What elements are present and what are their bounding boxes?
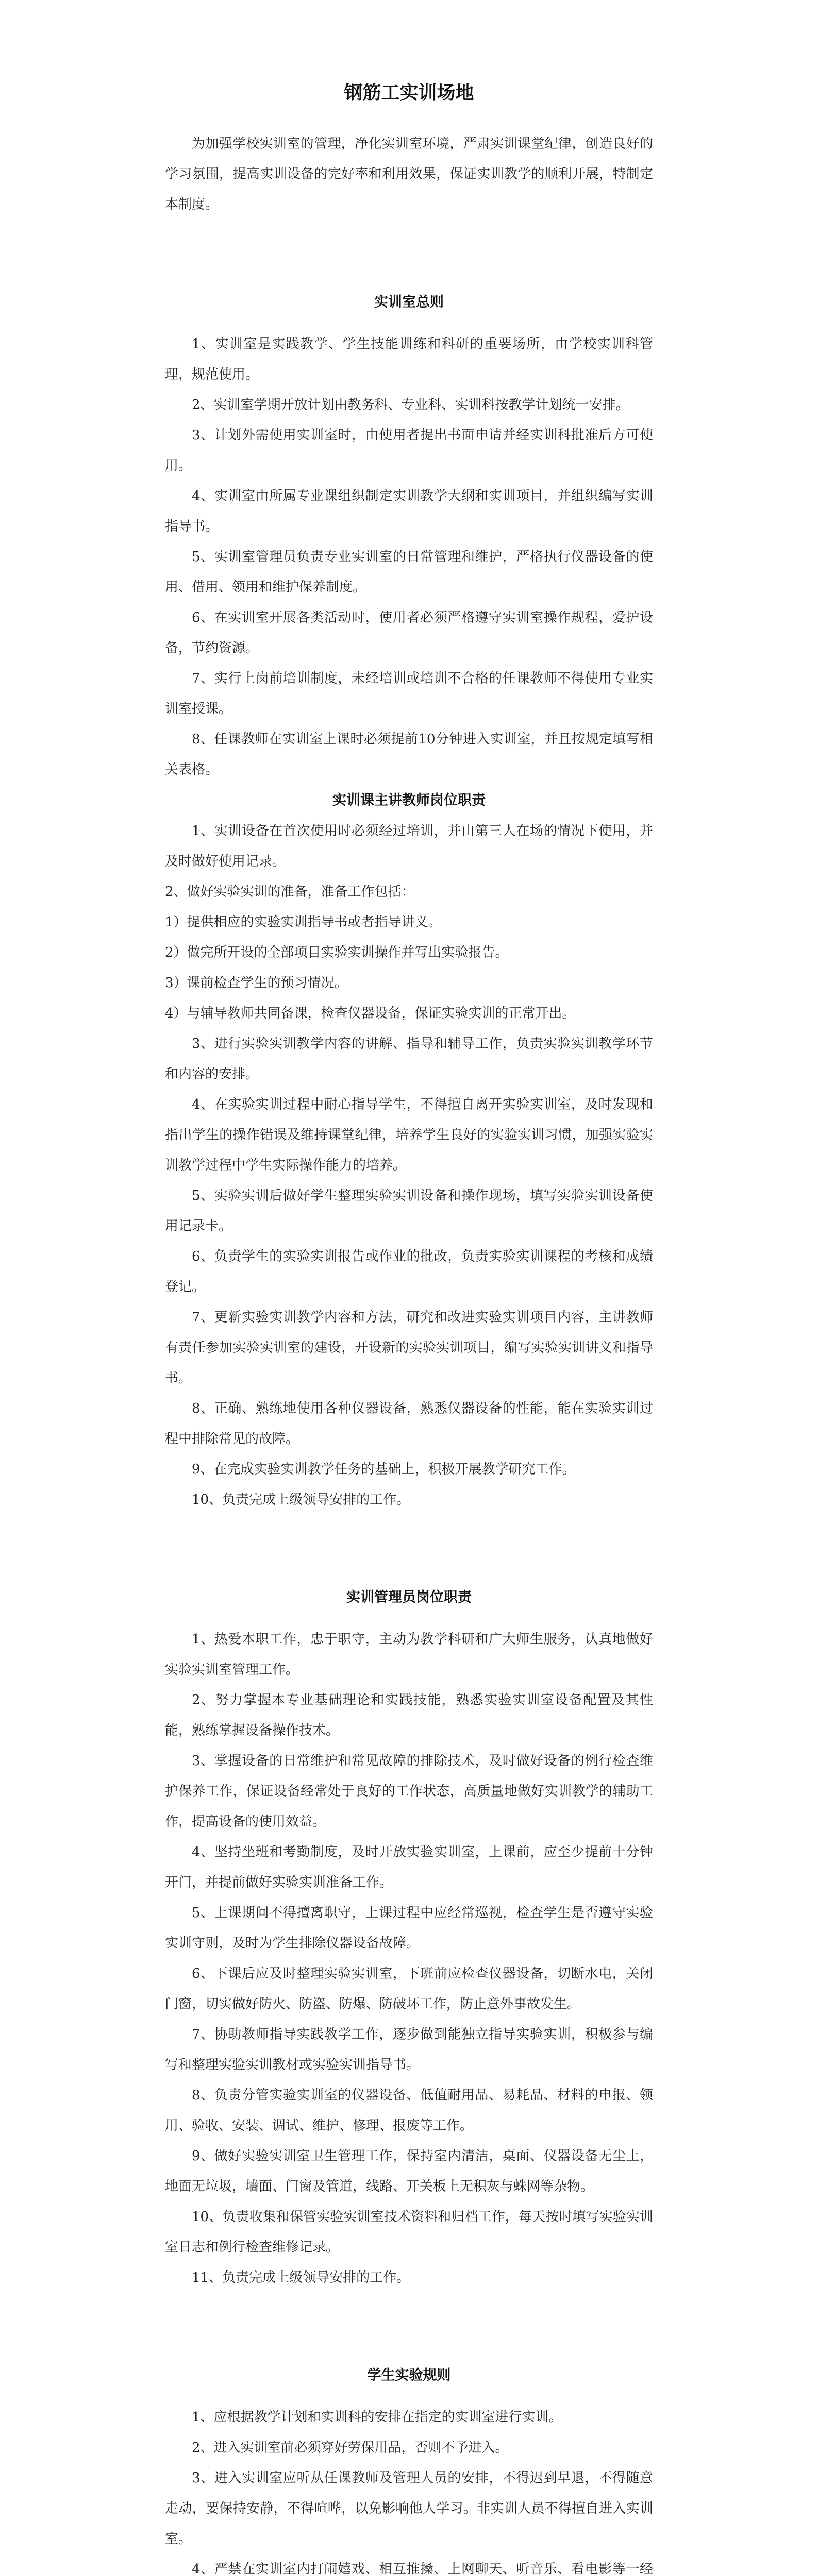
- manager-item: 9、做好实验实训室卫生管理工作，保持室内清洁，桌面、仪器设备无尘土，地面无垃圾，墙面、门窗及管道，线路、开关板上无积灰与蛛网等杂物。: [165, 2148, 653, 2194]
- spacer: [165, 318, 653, 329]
- manager-item: 1、热爱本职工作，忠于职守，主动为教学科研和广大师生服务，认真地做好实验实训室管理工作。: [165, 1632, 653, 1677]
- teacher-item: 1、实训设备在首次使用时必须经过培训，并由第三人在场的情况下使用，并及时做好使用记录。: [165, 823, 653, 869]
- student-item: 1、应根据教学计划和实训科的安排在指定的实训室进行实训。: [192, 2410, 562, 2425]
- general-item: 1、实训室是实践教学、学生技能训练和科研的重要场所，由学校实训科管理，规范使用。: [165, 336, 653, 382]
- teacher-item: 7、更新实验实训教学内容和方法，研究和改进实验实训项目内容，主讲教师有责任参加实验实训室的建设，开设新的实验实训项目，编写实验实训讲义和指导书。: [165, 1310, 653, 1386]
- manager-item: 3、掌握设备的日常维护和常见故障的排除技术，及时做好设备的例行检查维护保养工作，保证设备经常处于良好的工作状态，高质量地做好实训教学的辅助工作，提高设备的使用效益。: [165, 1753, 653, 1829]
- general-item: 4、实训室由所属专业课组织制定实训教学大纲和实训项目，并组织编写实训指导书。: [165, 488, 653, 534]
- spacer: [165, 1515, 653, 1582]
- spacer: [165, 220, 653, 287]
- general-item: 7、实行上岗前培训制度，未经培训或培训不合格的任课教师不得使用专业实训室授课。: [165, 671, 653, 717]
- teacher-subitem: 1）提供相应的实验实训指导书或者指导讲义。: [165, 914, 442, 930]
- teacher-subitem: 2）做完所开设的全部项目实验实训操作并写出实验报告。: [165, 945, 509, 960]
- spacer: [165, 2293, 653, 2360]
- teacher-item: 5、实验实训后做好学生整理实验实训设备和操作现场，填写实验实训设备使用记录卡。: [165, 1188, 653, 1234]
- teacher-item: 3、进行实验实训教学内容的讲解、指导和辅导工作，负责实验实训教学环节和内容的安排。: [165, 1036, 653, 1082]
- section-title-manager: 实训管理员岗位职责: [346, 1589, 472, 1605]
- student-item: 2、进入实训室前必须穿好劳保用品，否则不予进入。: [192, 2440, 509, 2455]
- manager-item: 5、上课期间不得擅离职守，上课过程中应经常巡视，检查学生是否遵守实验实训守则，及时为学生排除仪器设备故障。: [165, 1905, 653, 1951]
- teacher-item: 2、做好实验实训的准备，准备工作包括：: [165, 884, 415, 900]
- manager-item: 11、负责完成上级领导安排的工作。: [192, 2270, 410, 2285]
- general-item: 8、任课教师在实训室上课时必须提前10分钟进入实训室，并且按规定填写相关表格。: [165, 732, 653, 777]
- teacher-item: 9、在完成实验实训教学任务的基础上，积极开展教学研究工作。: [192, 1462, 576, 1477]
- teacher-item: 10、负责完成上级领导安排的工作。: [192, 1492, 410, 1507]
- student-item: 4、严禁在实训室内打闹嬉戏、相互推搡、上网聊天、听音乐、看电影等一经: [192, 2562, 653, 2576]
- manager-item: 7、协助教师指导实践教学工作，逐步做到能独立指导实验实训，积极参与编写和整理实验实训教材或实验实训指导书。: [165, 2027, 653, 2073]
- general-item: 6、在实训室开展各类活动时，使用者必须严格遵守实训室操作规程，爱护设备，节约资源。: [165, 610, 653, 656]
- document-title: 钢筋工实训场地: [344, 82, 474, 104]
- section-title-student: 学生实验规则: [367, 2367, 451, 2383]
- teacher-item: 6、负责学生的实验实训报告或作业的批改，负责实验实训课程的考核和成绩登记。: [165, 1249, 653, 1295]
- spacer: [165, 1613, 653, 1624]
- manager-item: 2、努力掌握本专业基础理论和实践技能，熟悉实验实训室设备配置及其性能，熟练掌握设备操作技术。: [165, 1692, 653, 1738]
- spacer: [165, 2391, 653, 2402]
- intro-paragraph: 为加强学校实训室的管理，净化实训室环境，严肃实训课堂纪律，创造良好的学习氛围，提高实训设备的完好率和利用效果，保证实训教学的顺利开展，特制定本制度。: [165, 136, 653, 212]
- general-item: 5、实训室管理员负责专业实训室的日常管理和维护，严格执行仪器设备的使用、借用、领用和维护保养制度。: [165, 549, 653, 595]
- section-title-teacher: 实训课主讲教师岗位职责: [332, 792, 486, 808]
- teacher-item: 4、在实验实训过程中耐心指导学生，不得擅自离开实验实训室，及时发现和指出学生的操作错误及维持课堂纪律，培养学生良好的实验实训习惯，加强实验实训教学过程中学生实际操作能力的培养。: [165, 1097, 653, 1173]
- teacher-subitem: 3）课前检查学生的预习情况。: [165, 975, 348, 991]
- manager-item: 10、负责收集和保管实验实训室技术资料和归档工作，每天按时填写实验实训室日志和例行检查维修记录。: [165, 2209, 653, 2255]
- general-item: 2、实训室学期开放计划由教务科、专业科、实训科按教学计划统一安排。: [192, 397, 629, 413]
- teacher-subitem: 4）与辅导教师共同备课，检查仪器设备，保证实验实训的正常开出。: [165, 1006, 576, 1021]
- general-item: 3、计划外需使用实训室时，由使用者提出书面申请并经实训科批准后方可使用。: [165, 428, 653, 473]
- teacher-item: 8、正确、熟练地使用各种仪器设备，熟悉仪器设备的性能，能在实验实训过程中排除常见的故障。: [165, 1401, 653, 1447]
- manager-item: 4、坚持坐班和考勤制度，及时开放实验实训室，上课前，应至少提前十分钟开门，并提前做好实验实训准备工作。: [165, 1844, 653, 1890]
- section-title-general: 实训室总则: [374, 294, 444, 310]
- student-item: 3、进入实训室应听从任课教师及管理人员的安排，不得迟到早退，不得随意走动，要保持安静，不得喧哗，以免影响他人学习。非实训人员不得擅自进入实训室。: [165, 2470, 653, 2547]
- manager-item: 6、下课后应及时整理实验实训室，下班前应检查仪器设备，切断水电，关闭门窗，切实做好防火、防盗、防爆、防破坏工作，防止意外事故发生。: [165, 1966, 653, 2012]
- manager-item: 8、负责分管实验实训室的仪器设备、低值耐用品、易耗品、材料的申报、领用、验收、安装、调试、维护、修理、报废等工作。: [165, 2088, 653, 2133]
